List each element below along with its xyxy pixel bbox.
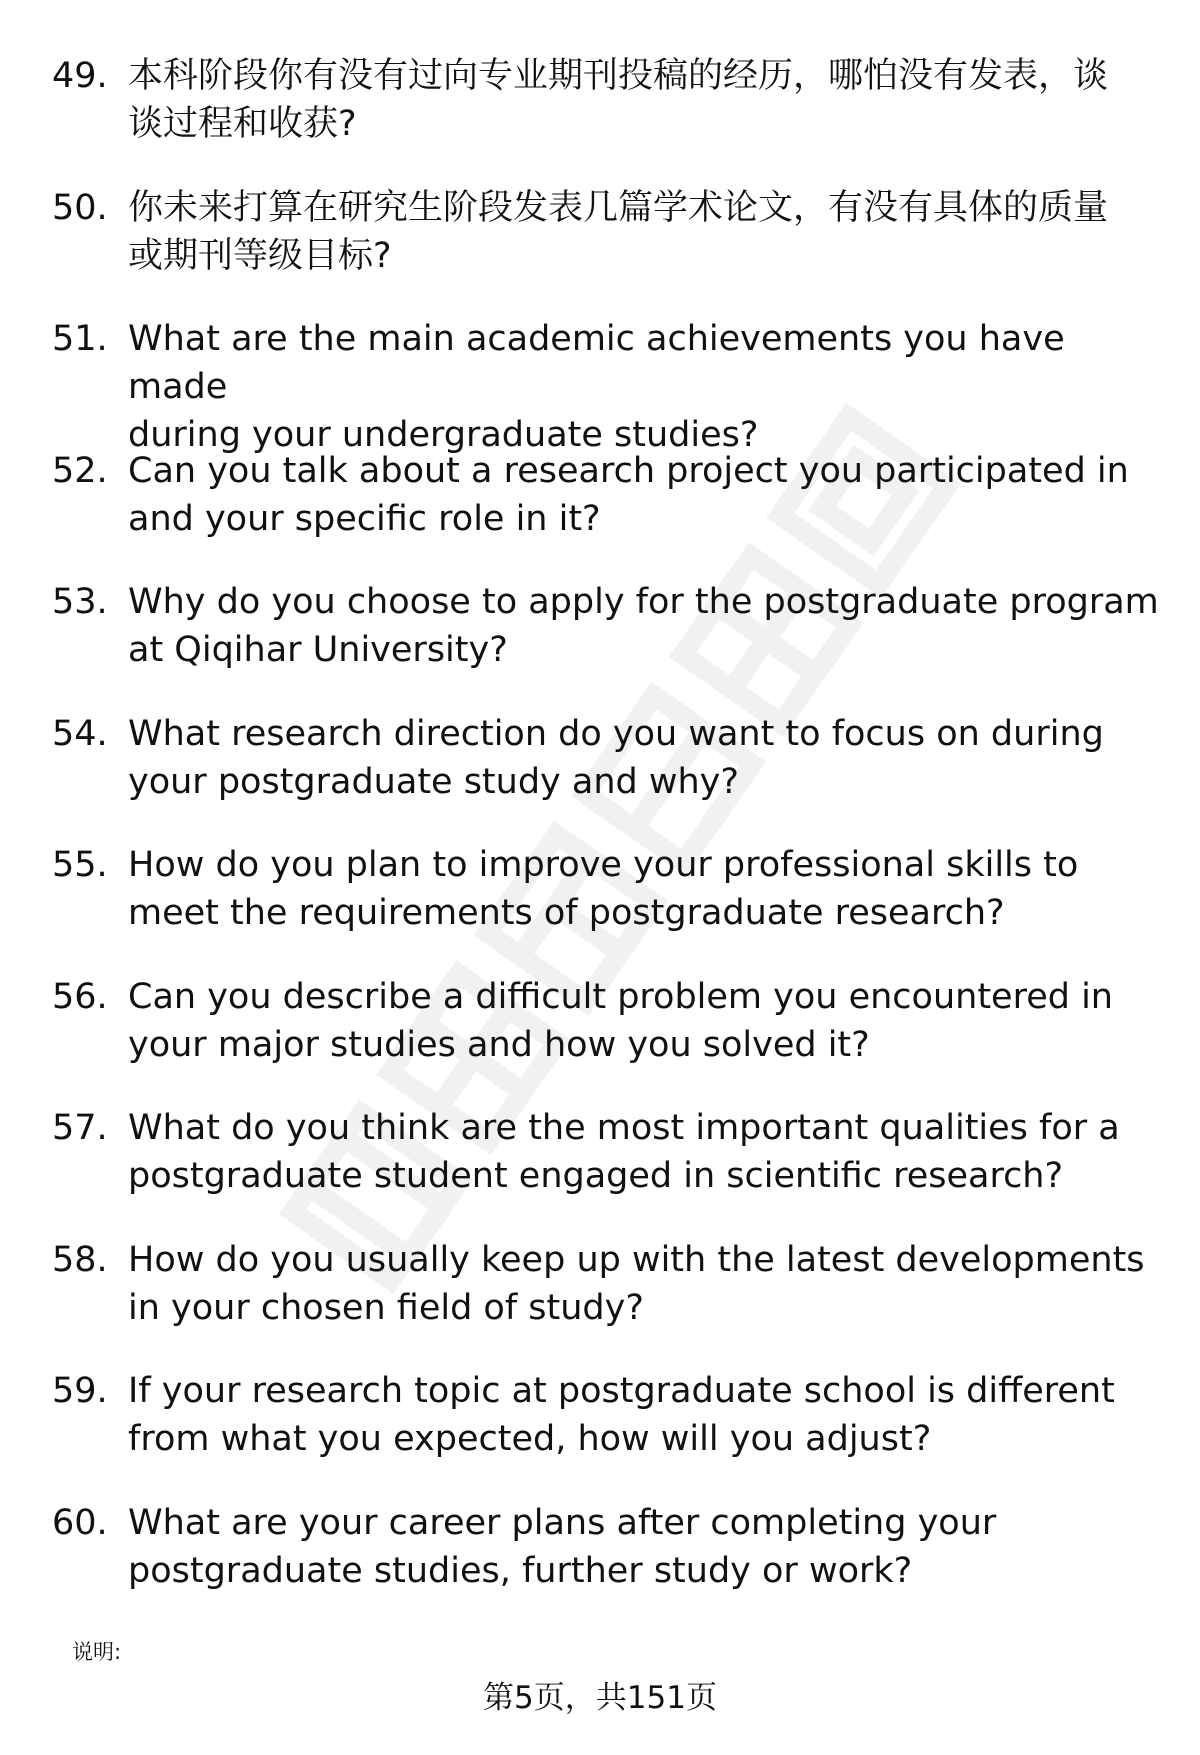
page-indicator: 第5页，共151页 (483, 1680, 717, 1716)
question-number: 55. (52, 845, 108, 885)
question-text: 本科阶段你有没有过向专业期刊投稿的经历，哪怕没有发表，谈 谈过程和收获? (128, 56, 1109, 144)
question-item (0, 1236, 1200, 1368)
question-item (0, 447, 1200, 579)
question-text: Why do you choose to apply for the postgraduate program at Qiqihar University? (128, 582, 1159, 670)
question-number: 50. (52, 187, 108, 228)
question-text: How do you usually keep up with the latest developments in your chosen field of study? (128, 1239, 1145, 1328)
question-text: What are the main academic achievements you have made during your undergraduate studies? (128, 319, 1065, 455)
question-number: 49. (52, 56, 108, 96)
question-item (0, 1499, 1200, 1631)
question-text: What do you think are the most important qualities for a postgraduate student engaged in scientific research? (128, 1108, 1120, 1196)
question-number: 54. (52, 713, 108, 754)
question-number: 56. (52, 976, 108, 1017)
question-text: Can you talk about a research project you participated in and your specific role in it? (128, 450, 1129, 539)
question-item (0, 841, 1200, 973)
question-item (0, 52, 1200, 184)
question-text: What are your career plans after completing your postgraduate studies, further study or work? (128, 1502, 997, 1591)
question-item (0, 710, 1200, 842)
question-text: What research direction do you want to focus on during your postgraduate study and why? (128, 713, 1104, 802)
question-list (0, 52, 1200, 1630)
question-number: 59. (52, 1371, 108, 1411)
question-text: Can you describe a difficult problem you encountered in your major studies and how you solved it? (128, 976, 1113, 1065)
question-number: 52. (52, 450, 108, 491)
question-number: 51. (52, 319, 108, 359)
question-item (0, 315, 1200, 455)
question-text: If your research topic at postgraduate school is different from what you expected, how will you adjust? (128, 1371, 1115, 1459)
question-text: 你未来打算在研究生阶段发表几篇学术论文，有没有具体的质量 或期刊等级目标? (128, 187, 1109, 276)
question-number: 53. (52, 582, 108, 622)
question-item (0, 184, 1200, 316)
question-item (0, 578, 1200, 710)
question-item (0, 973, 1200, 1105)
question-item (0, 1104, 1200, 1236)
question-number: 58. (52, 1239, 108, 1280)
question-number: 60. (52, 1502, 108, 1543)
question-item (0, 1367, 1200, 1499)
note-label: 说明: (72, 1640, 122, 1664)
question-text: How do you plan to improve your professional skills to meet the requirements of postgraduate research? (128, 845, 1079, 933)
question-number: 57. (52, 1108, 108, 1148)
